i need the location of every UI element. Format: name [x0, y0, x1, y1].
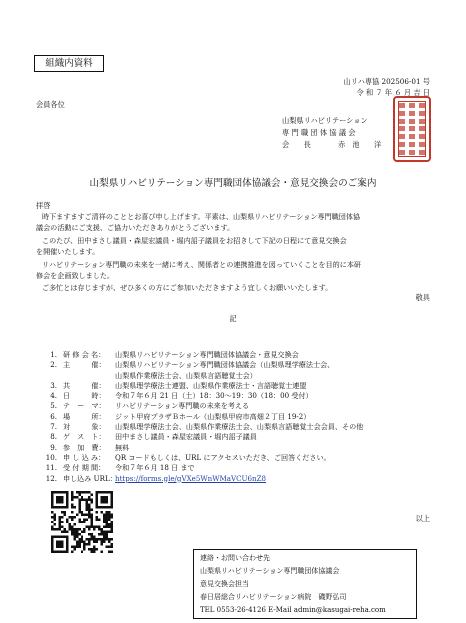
contact-org: 山梨県リハビリテーション専門職団体協議会 [200, 567, 340, 575]
sender-org-line2: 専 門 職 団 体 協 議 会 [282, 128, 356, 137]
recipient: 会員各位 [36, 100, 65, 109]
official-seal-stamp [393, 96, 431, 162]
contact-phone-email: TEL 0553-26-4126 E-Mail admin@kasugai-reha.com [200, 606, 386, 614]
application-url-link[interactable]: https://forms.gle/gVXe5WnWMaVCU6nZ8 [115, 473, 267, 483]
body-line-6: 修会を企画致しました。 [36, 271, 115, 280]
contact-heading: 連絡・お問い合わせ先 [200, 554, 270, 562]
body-line-4: を開催いたします。 [36, 247, 100, 256]
sender-name: 赤 池 洋 [338, 140, 382, 149]
body-line-2: 議会の活動にご支援、ご協力いただきありがとうございます。 [36, 223, 235, 232]
contact-person: 春日居総合リハビリテーション病院 磯野弘司 [200, 593, 347, 601]
issue-date: 令 和 ７ 年 ６ 月 吉 日 [356, 88, 430, 97]
internal-document-badge: 組織内資料 [34, 55, 104, 72]
body-line-7: ご多忙とは存じますが、ぜひ多くの方にご参加いただきますよう宜しくお願いいたします。 [42, 283, 333, 292]
ijo-closing: 以上 [415, 514, 430, 523]
qr-code[interactable] [51, 491, 113, 553]
page-title: 山梨県リハビリテーション専門職団体協議会・意見交換会のご案内 [89, 178, 377, 189]
document-page: 組織内資料 山リハ専協 202506-01 号 令 和 ７ 年 ６ 月 吉 日 会員各位 山梨県リハビリテーション 専 門 職 団 体 協 議 会 会 長 赤 池 洋 山梨県リハビリテーション専門職団体協議会・意見交換会のご案内 拝啓 時下ますますご清祥のこととお喜び申し上げます。平素は、山梨県リハビリテーション専門職団体協 議会の活動にご支援、ご協力いただきありがとうございます。 このたび、田中まさし議員・森屋宏議員・堀内詔子議員をお招きして下記の日程にて意見交換会 を開催いたします。 リハビリテーション専門職の未来を一緒に考え、関係者との連携推進を図っていくことを目的に本研 修会を企画致しました。 ご多忙とは存じますが、ぜひ多くの方にご参加いただきますよう宜しくお願いいたします。 敬具 記 1. 研 修 会 名： 山梨県リハビリテーション専門職団体協議会・意見交換会 2. 主 催： 山梨県リハビリテーション専門職団体協議会（山梨県理学療法士会、 山梨県作業療法士会、山梨県言語聴覚士会） 3. 共 催： 山梨県理学療法士連盟、山梨県作業療法士・言語聴覚士連盟 4. 日 時： 令和７年６月 21 日（土）18：30～19：30（18：00 受付） 5. テ ー マ： リハビリテーション専門職の未来を考える 6. 場 所： ジット甲府プラザＢホール（山梨県甲府市高畑２丁目 19-2） 7. 対 象： 山梨県理学療法士会、山梨県作業療法士会、山梨県言語聴覚士会会員、その他 8. ゲ ス ト： 田中まさし議員・森屋宏議員・堀内詔子議員 9. 参 加 費： 無料 10. 申 し 込 み： QR コードもしくは、URL にアクセスいただき、ご回答ください。 11. 受 付 期 間： 令和７年６月 18 日 まで 12. 申し込み URL： https://forms.gle/gVXe5WnWMaVCU6nZ8 以上 連絡・お問い合わせ先 山梨県リハビリテーション専門職団体協議会 意見交換会担当 春日居総合リハビリテーション病院 磯野弘司 TEL 0553-26-4126 E-Mail admin@kasugai-reha.com [0, 0, 466, 623]
body-line-3: このたび、田中まさし議員・森屋宏議員・堀内詔子議員をお招きして下記の日程にて意見交換会 [42, 236, 347, 245]
body-line-5: リハビリテーション専門職の未来を一緒に考え、関係者との連携推進を図っていくことを目的に本研 [42, 260, 362, 269]
contact-role: 意見交換会担当 [200, 580, 249, 588]
closing: 敬具 [415, 293, 430, 302]
sender-title: 会 長 [282, 140, 311, 149]
document-number: 山リハ専協 202506-01 号 [343, 77, 430, 86]
ki-heading: 記 [229, 314, 237, 323]
contact-box [193, 549, 417, 619]
greeting: 拝啓 [36, 201, 51, 210]
body-line-1: 時下ますますご清祥のこととお喜び申し上げます。平素は、山梨県リハビリテーション専門職団体協 [42, 212, 361, 221]
sender-org-line1: 山梨県リハビリテーション [282, 116, 368, 125]
